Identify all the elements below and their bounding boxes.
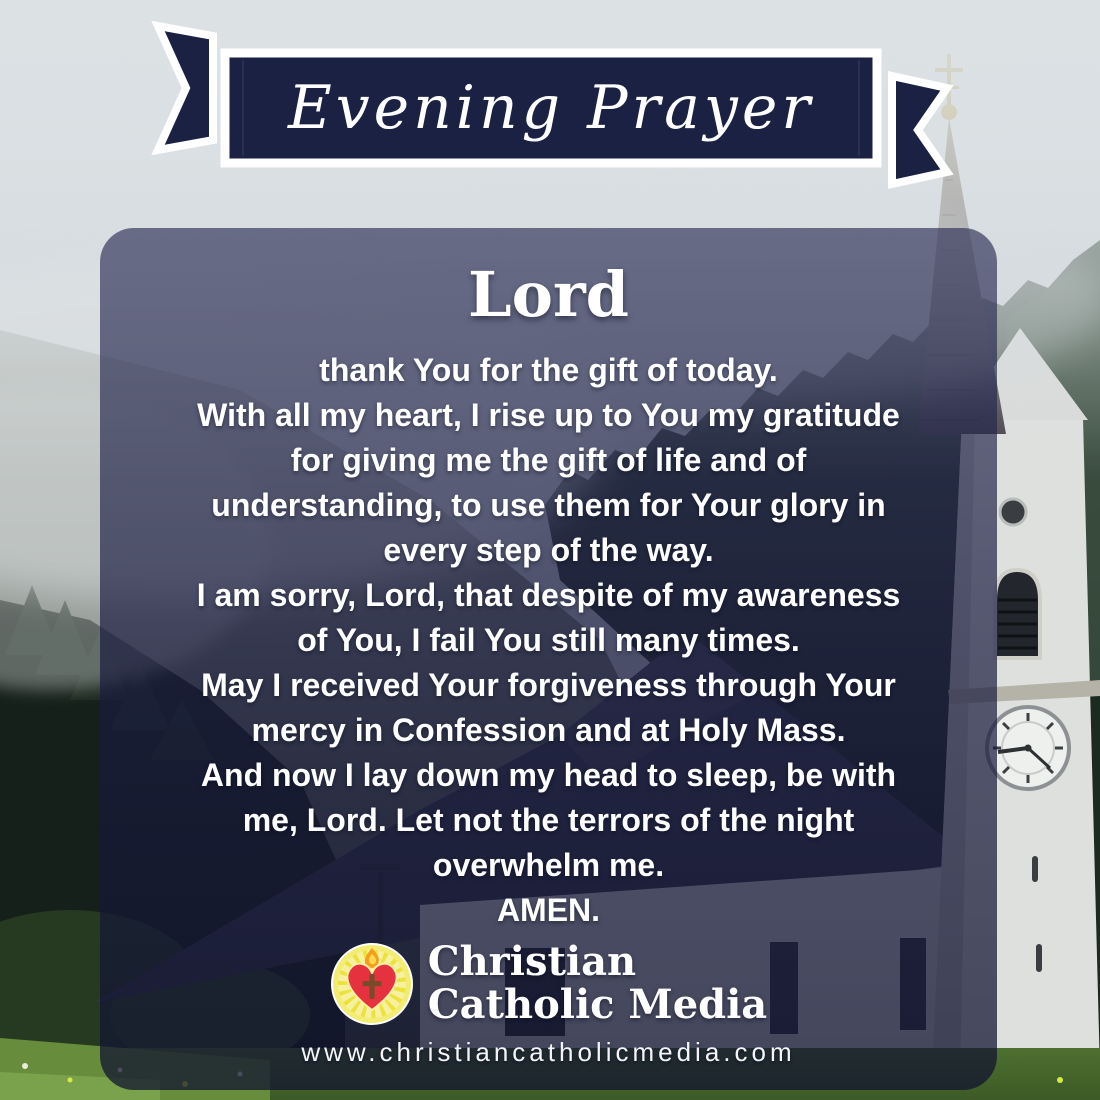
- prayer-line: every step of the way.: [383, 532, 714, 568]
- prayer-line: of You, I fail You still many times.: [297, 622, 800, 658]
- ribbon-left-icon: [158, 26, 213, 150]
- prayer-panel: [100, 228, 997, 1090]
- brand-name-line2: Catholic Media: [427, 981, 768, 1028]
- brand-name: [427, 938, 768, 1028]
- banner-title: Evening Prayer: [287, 73, 815, 143]
- brand-name-line1: Christian: [427, 938, 637, 985]
- slit-window: [1032, 856, 1038, 882]
- prayer-line: AMEN.: [496, 892, 601, 928]
- branding: [100, 938, 997, 1028]
- prayer-line: understanding, to use them for Your glory in: [211, 487, 886, 523]
- prayer-line: thank You for the gift of today.: [319, 352, 778, 388]
- prayer-line: for giving me the gift of life and of: [290, 442, 807, 478]
- prayer-line: May I received Your forgiveness through Your: [201, 667, 896, 703]
- louver-window: [995, 570, 1040, 658]
- prayer-line: overwhelm me.: [432, 847, 665, 883]
- prayer-line: And now I lay down my head to sleep, be with: [200, 757, 897, 793]
- prayer-heading: Lord: [468, 258, 629, 331]
- ribbon-right-icon: [892, 76, 947, 184]
- clock-icon: [987, 707, 1069, 789]
- prayer-line: I am sorry, Lord, that despite of my awareness: [196, 577, 901, 613]
- oculus-window: [1000, 499, 1026, 525]
- website-url: www.christiancatholicmedia.com: [301, 1037, 796, 1067]
- slit-window: [1036, 944, 1042, 972]
- prayer-line: me, Lord. Let not the terrors of the night: [242, 802, 855, 838]
- sacred-heart-icon: [330, 942, 414, 1026]
- prayer-text: [100, 348, 997, 933]
- prayer-line: With all my heart, I rise up to You my gratitude: [197, 397, 900, 433]
- prayer-line: mercy in Confession and at Holy Mass.: [251, 712, 846, 748]
